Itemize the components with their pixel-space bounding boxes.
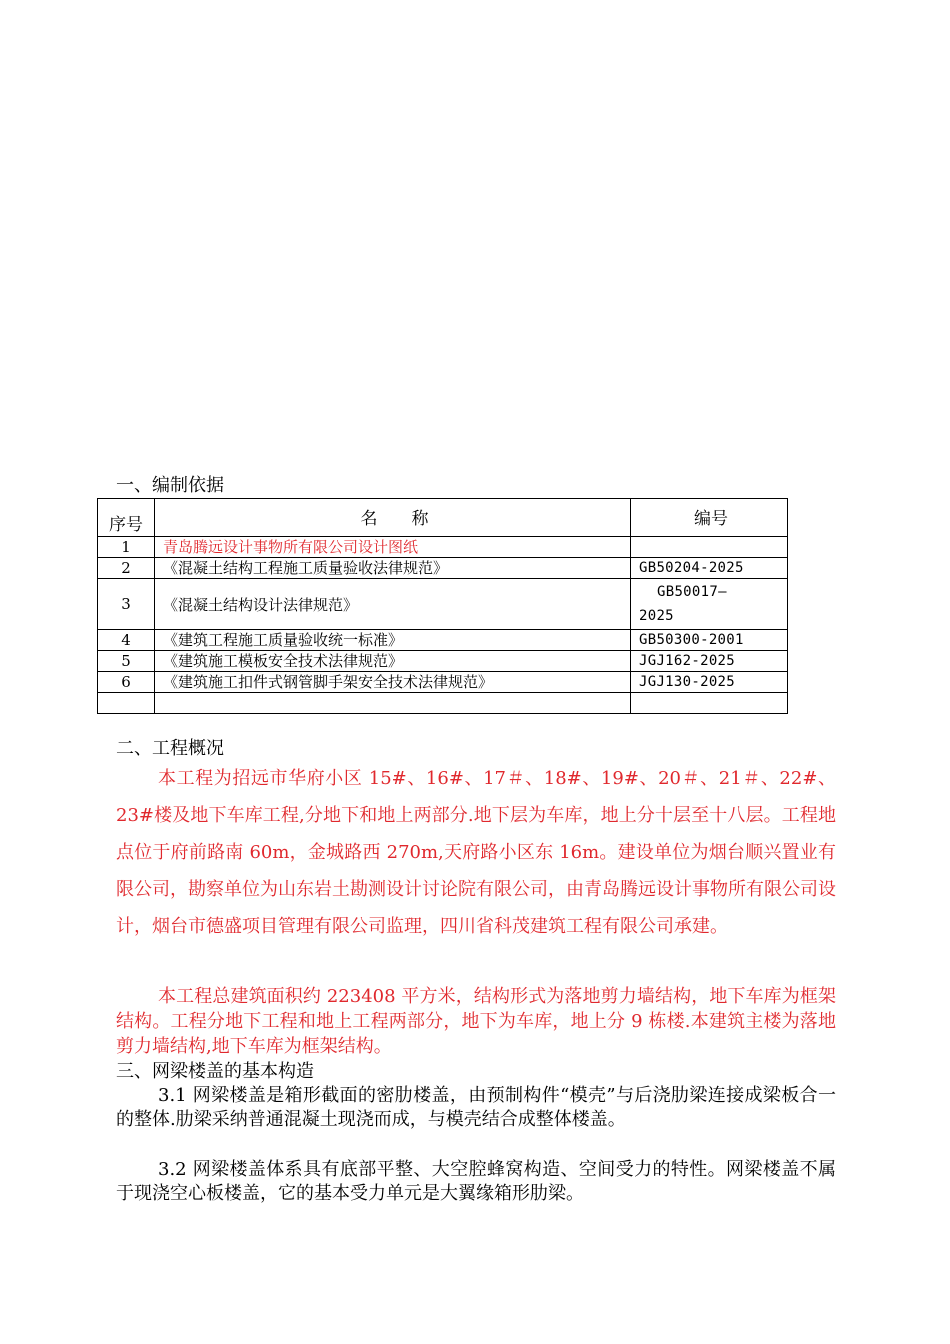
section-heading-structure: 三、网梁楼盖的基本构造: [116, 1061, 314, 1082]
row-index: 1: [98, 537, 155, 558]
row-index: [98, 693, 155, 714]
header-name: 名 称: [155, 499, 631, 537]
row-index: 5: [98, 651, 155, 672]
row-code: [631, 537, 788, 558]
row-index: 2: [98, 558, 155, 579]
row-index: 3: [98, 579, 155, 630]
row-code: GB50204-2025: [631, 558, 788, 579]
row-code: [631, 693, 788, 714]
row-index: 4: [98, 630, 155, 651]
table-row-empty: [98, 693, 788, 714]
header-index: 序号: [98, 499, 155, 537]
overview-paragraph-2: 本工程总建筑面积约 223408 平方米，结构形式为落地剪力墙结构，地下车库为框架结构。工程分地下工程和地上工程两部分，地下为车库，地上分 9 栋楼.本建筑主楼为落地剪力墙结构,地下车库为框架结构。: [116, 986, 836, 1057]
row-code: GB50300-2001: [631, 630, 788, 651]
table-row: [98, 672, 788, 693]
row-name: 《混凝土结构工程施工质量验收法律规范》: [155, 558, 631, 579]
row-name: [155, 693, 631, 714]
overview-paragraph-1: 本工程为招远市华府小区 15#、16#、17＃、18#、19#、20＃、21＃、22#、23#楼及地下车库工程,分地下和地上两部分.地下层为车库，地上分十层至十八层。工程地点位于府前路南 60m，金城路西 270m,天府路小区东 16m。建设单位为烟台顺兴置业有限公司，勘察单位为山东岩土勘测设计讨论院有限公司，由青岛腾远设计事物所有限公司设计，烟台市德盛项目管理有限公司监理，四川省科茂建筑工程有限公司承建。: [116, 768, 836, 937]
table-row: [98, 651, 788, 672]
row-name: 青岛腾远设计事物所有限公司设计图纸: [155, 537, 631, 558]
table-row: [98, 579, 788, 630]
row-code: JGJ130-2025: [631, 672, 788, 693]
row-index: 6: [98, 672, 155, 693]
row-name: 《建筑施工扣件式钢管脚手架安全技术法律规范》: [155, 672, 631, 693]
row-code-wrapped: [631, 580, 787, 628]
table-row: [98, 537, 788, 558]
table-header-row: [98, 499, 788, 537]
section-heading-basis: 一、编制依据: [116, 475, 224, 496]
section-heading-overview: 二、工程概况: [116, 738, 224, 759]
basis-table: [97, 498, 788, 714]
row-name: 《建筑工程施工质量验收统一标准》: [155, 630, 631, 651]
row-code: JGJ162-2025: [631, 651, 788, 672]
row-code-cell: [631, 579, 788, 630]
structure-paragraph-1: 3.1 网梁楼盖是箱形截面的密肋楼盖，由预制构件“模壳”与后浇肋梁连接成梁板合一的整体.肋梁采纳普通混凝土现浇而成，与模壳结合成整体楼盖。: [116, 1085, 836, 1130]
row-name: 《混凝土结构设计法律规范》: [155, 579, 631, 630]
row-code-line2: 2025: [639, 608, 674, 624]
row-name: 《建筑施工模板安全技术法律规范》: [155, 651, 631, 672]
row-code-line1: GB50017—: [657, 584, 727, 600]
table-row: [98, 558, 788, 579]
table-row: [98, 630, 788, 651]
header-code: 编号: [631, 499, 788, 537]
structure-paragraph-2: 3.2 网梁楼盖体系具有底部平整、大空腔蜂窝构造、空间受力的特性。网梁楼盖不属于现浇空心板楼盖，它的基本受力单元是大翼缘箱形肋梁。: [116, 1159, 836, 1204]
